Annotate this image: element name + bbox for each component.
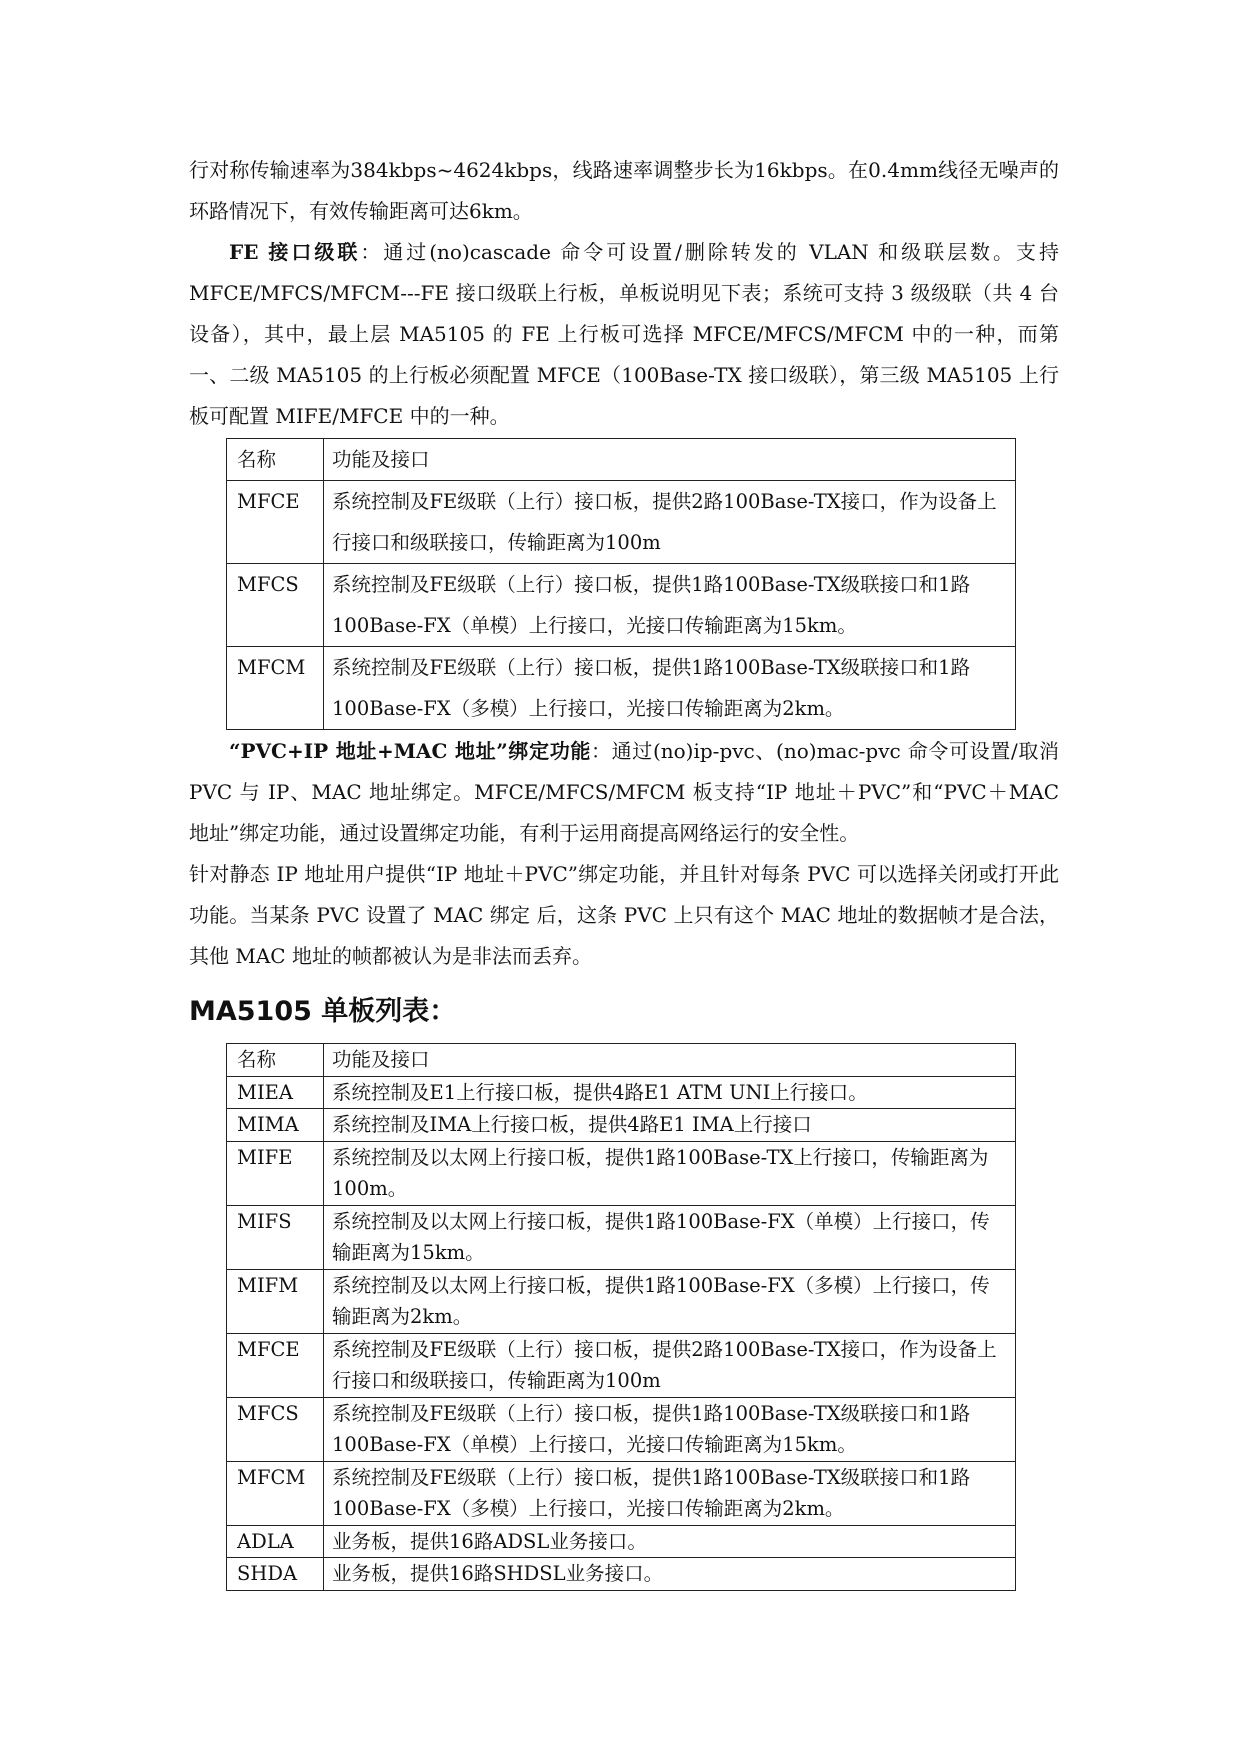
- board-name: MFCE: [227, 481, 324, 564]
- board-function: 系统控制及以太网上行接口板，提供1路100Base-TX上行接口，传输距离为100m。: [324, 1141, 1016, 1205]
- table-row: [227, 1461, 1016, 1525]
- table-row: [227, 1141, 1016, 1205]
- header-name: 名称: [227, 1044, 324, 1077]
- board-name: MFCE: [227, 1333, 324, 1397]
- board-name: MIFS: [227, 1205, 324, 1269]
- paragraph-rate: 行对称传输速率为384kbps~4624kbps，线路速率调整步长为16kbps。在0.4mm线径无噪声的环路情况下，有效传输距离可达6km。: [189, 158, 1059, 223]
- binding-text: ：通过(no)ip-pvc、(no)mac-pvc 命令可设置/取消 PVC 与 IP、MAC 地址绑定。MFCE/MFCS/MFCM 板支持“IP 地址＋PVC”和“PVC＋MAC 地址”绑定功能，通过设置绑定功能，有利于运用商提高网络运行的安全性。: [189, 739, 1059, 845]
- table-row: [227, 1333, 1016, 1397]
- header-name: 名称: [227, 439, 324, 481]
- table-row: [227, 564, 1016, 647]
- fe-cascade-text: ：通过(no)cascade 命令可设置/删除转发的 VLAN 和级联层数。支持 MFCE/MFCS/MFCM---FE 接口级联上行板，单板说明见下表；系统可支持 3 级级联（共 4 台设备），其中，最上层 MA5105 的 FE 上行板可选择 MFCE/MFCS/MFCM 中的一种，而第一、二级 MA5105 的上行板必须配置 MFCE（100Base-TX 接口级联），第三级 MA5105 上行板可配置 MIFE/MFCE 中的一种。: [189, 240, 1059, 428]
- board-function: 系统控制及FE级联（上行）接口板，提供1路100Base-TX级联接口和1路100Base-FX（多模）上行接口，光接口传输距离为2km。: [324, 647, 1016, 730]
- board-function: 系统控制及FE级联（上行）接口板，提供2路100Base-TX接口，作为设备上行接口和级联接口，传输距离为100m: [324, 481, 1016, 564]
- table-row: [227, 647, 1016, 730]
- table-row: [227, 1109, 1016, 1142]
- table-row: [227, 1076, 1016, 1109]
- table-row: [227, 1269, 1016, 1333]
- table-row: [227, 1205, 1016, 1269]
- paragraph-static-ip: 针对静态 IP 地址用户提供“IP 地址＋PVC”绑定功能，并且针对每条 PVC 可以选择关闭或打开此功能。当某条 PVC 设置了 MAC 绑定 后，这条 PVC 上只有这个 MAC 地址的数据帧才是合法，其他 MAC 地址的帧都被认为是非法而丢弃。: [189, 862, 1059, 968]
- board-function: 业务板，提供16路SHDSL业务接口。: [324, 1558, 1016, 1591]
- board-function: 系统控制及以太网上行接口板，提供1路100Base-FX（多模）上行接口，传输距离为2km。: [324, 1269, 1016, 1333]
- table-header-row: [227, 439, 1016, 481]
- board-name: MFCS: [227, 564, 324, 647]
- table-row: [227, 481, 1016, 564]
- binding-label: “PVC+IP 地址+MAC 地址”绑定功能: [229, 739, 592, 763]
- board-function: 系统控制及FE级联（上行）接口板，提供2路100Base-TX接口，作为设备上行接口和级联接口，传输距离为100m: [324, 1333, 1016, 1397]
- board-function: 系统控制及E1上行接口板，提供4路E1 ATM UNI上行接口。: [324, 1076, 1016, 1109]
- header-function: 功能及接口: [324, 439, 1016, 481]
- board-function: 系统控制及FE级联（上行）接口板，提供1路100Base-TX级联接口和1路100Base-FX（单模）上行接口，光接口传输距离为15km。: [324, 1397, 1016, 1461]
- board-name: ADLA: [227, 1525, 324, 1558]
- board-function: 系统控制及FE级联（上行）接口板，提供1路100Base-TX级联接口和1路100Base-FX（多模）上行接口，光接口传输距离为2km。: [324, 1461, 1016, 1525]
- board-name: MIMA: [227, 1109, 324, 1142]
- board-name: MFCM: [227, 1461, 324, 1525]
- table-row: [227, 1558, 1016, 1591]
- table-header-row: [227, 1044, 1016, 1077]
- board-function: 业务板，提供16路ADSL业务接口。: [324, 1525, 1016, 1558]
- cascade-board-table: [226, 438, 1016, 730]
- board-name: MIEA: [227, 1076, 324, 1109]
- fe-cascade-label: FE 接口级联: [229, 240, 361, 264]
- board-name: MFCS: [227, 1397, 324, 1461]
- paragraph-fe-cascade: [189, 232, 1059, 437]
- board-list-table: [226, 1043, 1016, 1591]
- section-title: MA5105 单板列表：: [189, 996, 457, 1027]
- board-name: MIFE: [227, 1141, 324, 1205]
- board-name: SHDA: [227, 1558, 324, 1591]
- board-name: MFCM: [227, 647, 324, 730]
- board-name: MIFM: [227, 1269, 324, 1333]
- board-function: 系统控制及以太网上行接口板，提供1路100Base-FX（单模）上行接口，传输距离为15km。: [324, 1205, 1016, 1269]
- table-row: [227, 1397, 1016, 1461]
- board-function: 系统控制及FE级联（上行）接口板，提供1路100Base-TX级联接口和1路100Base-FX（单模）上行接口，光接口传输距离为15km。: [324, 564, 1016, 647]
- header-function: 功能及接口: [324, 1044, 1016, 1077]
- table-row: [227, 1525, 1016, 1558]
- document-page: [189, 150, 1059, 1591]
- paragraph-binding: [189, 731, 1059, 854]
- board-function: 系统控制及IMA上行接口板，提供4路E1 IMA上行接口: [324, 1109, 1016, 1142]
